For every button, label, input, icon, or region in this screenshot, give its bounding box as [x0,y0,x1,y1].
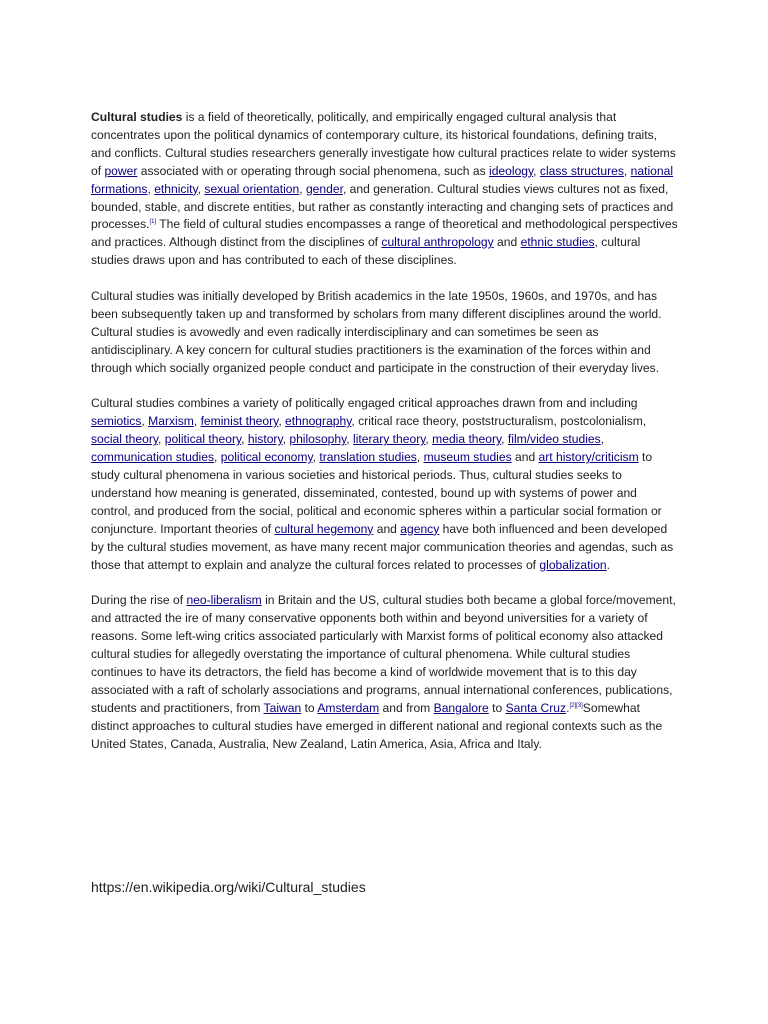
wiki-link[interactable]: cultural hegemony [274,521,374,536]
wiki-link[interactable]: cultural anthropology [381,235,494,250]
text-run: , [193,414,201,429]
text-run: , [600,432,605,447]
text-run: , [623,163,631,178]
wiki-link[interactable]: political theory [164,432,242,447]
wiki-link[interactable]: history [247,432,283,447]
wiki-link[interactable]: sexual orientation [204,181,300,196]
article-term: Cultural studies [91,110,183,124]
text-run: , [425,432,433,447]
wiki-link[interactable]: communication studies [91,450,215,465]
text-run: , [312,450,320,465]
wiki-link[interactable]: Taiwan [263,700,302,715]
wiki-link[interactable]: political economy [220,450,313,465]
text-run: , [299,181,306,196]
wiki-link[interactable]: ethnography [285,414,352,429]
article-body [91,109,679,771]
text-run: Somewhat distinct approaches to cultural studies have emerged in different national and regional contexts such as the United States, Canada, Australia, New Zealand, Latin America, Asia, Africa and Italy. [91,700,663,751]
text-run: , [147,181,155,196]
wiki-link[interactable]: class structures [539,163,624,178]
text-run: , [416,450,424,465]
text-run: , cultural studies draws upon and has contributed to each of these disciplines. [91,235,641,268]
wiki-link[interactable]: museum studies [423,450,512,465]
text-run: associated with or operating through social phenomena, such as [137,163,490,178]
text-run: to [488,700,506,715]
wiki-link[interactable]: Marxism [148,414,194,429]
text-run: , [501,432,508,447]
text-run: and [511,450,539,465]
wiki-link[interactable]: ideology [489,163,534,178]
paragraph-3 [91,395,679,574]
text-run: The field of cultural studies encompasses a range of theoretical and methodological perspectives and practices. Although distinct from the disciplines of [91,217,678,250]
text-run: and [373,521,401,536]
wiki-link[interactable]: art history/criticism [538,450,639,465]
wiki-link[interactable]: philosophy [289,432,347,447]
wiki-link[interactable]: power [104,163,138,178]
text-run: to [301,700,318,715]
wiki-link[interactable]: gender [305,181,343,196]
wiki-link[interactable]: Amsterdam [317,700,380,715]
text-run: , and generation. Cultural studies views cultures not as fixed, bounded, stable, and discrete entities, but rather as constantly interacting and changing sets of practices and processes. [91,181,674,232]
text-run: , [141,414,149,429]
text-run: , [278,414,286,429]
wiki-link[interactable]: neo-liberalism [186,593,262,608]
text-run: to study cultural phenomena in various societies and historical periods. Thus, cultural studies seeks to understand how meaning is generated, disseminated, contested, bound up with systems of power and control, and produced from the social, political and economic spheres within a particular social formation or conjuncture. Important theories of [91,450,662,536]
wiki-link[interactable]: literary theory [353,432,426,447]
wiki-link[interactable]: national formations [91,163,674,196]
wiki-link[interactable]: Santa Cruz [505,700,567,715]
wiki-link[interactable]: social theory [91,432,158,447]
wiki-link[interactable]: Bangalore [433,700,489,715]
text-run: and from [379,700,434,715]
paragraph-4 [91,592,679,753]
text-run: . [566,700,570,715]
text-run: , [158,432,165,447]
wiki-link[interactable]: media theory [432,432,502,447]
text-run: in Britain and the US, cultural studies both became a global force/movement, and attracted the ire of many conservative opponents both within and beyond universities for a variety of reasons. Some left-wing critics associated particularly with Marxist forms of political economy also attacked cultural studies for allegedly overstating the importance of cultural phenomena. While cultural studies continues to have its detractors, the field has become a kind of worldwide movement that is to this day associated with a raft of scholarly associations and programs, annual international conferences, publications, students and practitioners, from [91,593,676,715]
wiki-link[interactable]: ethnicity [154,181,198,196]
text-run: Cultural studies combines a variety of politically engaged critical approaches drawn from and including [91,396,638,411]
wiki-link[interactable]: semiotics [91,414,142,429]
citation-ref[interactable]: [2][3] [569,702,583,709]
text-run: , [241,432,248,447]
wiki-link[interactable]: globalization [539,557,607,572]
text-run: , [533,163,540,178]
text-run: and [493,235,521,250]
text-run: , critical race theory, poststructuralism, postcolonialism, [351,414,647,429]
wiki-link[interactable]: agency [400,521,440,536]
text-run: . [606,557,611,572]
citation-ref[interactable]: [1] [149,219,157,226]
text-run: , [346,432,354,447]
paragraph-2 [91,288,679,378]
paragraph-1 [91,109,679,270]
wiki-link[interactable]: ethnic studies [520,235,595,250]
wiki-link[interactable]: feminist theory [200,414,279,429]
source-url: https://en.wikipedia.org/wiki/Cultural_studies [91,879,366,895]
text-run: , [197,181,205,196]
text-run: During the rise of [91,593,187,608]
text-run: Cultural studies was initially developed by British academics in the late 1950s, 1960s, and 1970s, and has been subsequently taken up and transformed by scholars from many different disciplines around the world. Cultural studies is avowedly and even radically interdisciplinary and can sometimes be seen as antidisciplinary. A key concern for cultural studies practitioners is the examination of the forces within and through which socially organized people conduct and participate in the construction of their everyday lives. [91,289,662,375]
wiki-link[interactable]: translation studies [319,450,417,465]
text-run: is a field of theoretically, politically, and empirically engaged cultural analysis that concentrates upon the political dynamics of contemporary culture, its historical foundations, defining traits, and conflicts. Cultural studies researchers generally investigate how cultural practices relate to wider systems of [91,110,676,178]
text-run: have both influenced and been developed by the cultural studies movement, as have many recent major communication theories and agendas, such as those that attempt to explain and analyze the cultural forces related to processes of [91,521,674,572]
text-run: , [282,432,290,447]
text-run: , [214,450,221,465]
wiki-link[interactable]: film/video studies [507,432,601,447]
